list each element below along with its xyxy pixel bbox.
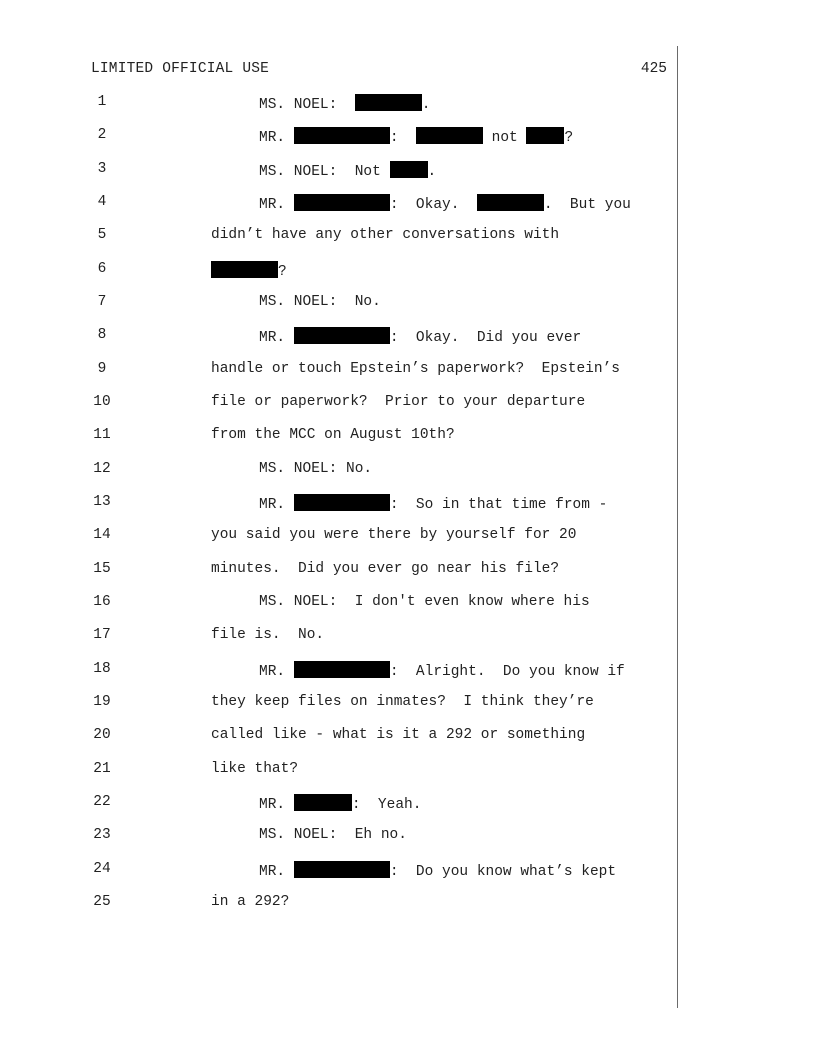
transcript-line: from the MCC on August 10th? [211,427,455,443]
line-number: 22 [93,794,111,810]
line-number: 14 [93,527,111,543]
line-number: 8 [97,327,107,343]
transcript-line: minutes. Did you ever go near his file? [211,561,560,577]
line-number: 21 [93,761,111,777]
transcript-line: handle or touch Epstein’s paperwork? Epstein’s [211,361,620,377]
line-number: 24 [93,861,111,877]
transcript-line: in a 292? [211,894,290,910]
transcript-line: MR. : So in that time from - [259,494,607,513]
transcript-line: MR. : Alright. Do you know if [259,661,625,680]
line-number: 15 [93,561,111,577]
transcript-line: MS. NOEL: No. [259,294,381,310]
page-header-left: LIMITED OFFICIAL USE [91,61,270,77]
line-number: 2 [97,127,107,143]
transcript-line: MR. : Okay. Did you ever [259,327,581,346]
redaction [211,261,278,278]
line-number: 7 [97,294,107,310]
line-number: 19 [93,694,111,710]
transcript-line: MS. NOEL: Not . [259,161,436,180]
line-number: 20 [93,727,111,743]
line-number: 12 [93,461,111,477]
redaction [294,794,352,811]
transcript-line: MR. : not ? [259,127,573,146]
transcript-line: MS. NOEL: Eh no. [259,827,407,843]
redaction [294,494,390,511]
line-number: 11 [93,427,111,443]
line-number: 18 [93,661,111,677]
redaction [526,127,564,144]
transcript-line: MR. : Do you know what’s kept [259,861,616,880]
line-number: 16 [93,594,111,610]
line-number: 23 [93,827,111,843]
line-number: 13 [93,494,111,510]
transcript-line: ? [211,261,287,280]
line-number: 10 [93,394,111,410]
transcript-line: called like - what is it a 292 or something [211,727,586,743]
line-number: 5 [97,227,107,243]
redaction [294,861,390,878]
transcript-line: MS. NOEL: No. [259,461,373,477]
transcript-line: MR. : Okay. . But you [259,194,631,213]
transcript-line: they keep files on inmates? I think they’re [211,694,594,710]
line-number: 3 [97,161,107,177]
line-number: 1 [97,94,107,110]
right-margin-rule [677,46,678,1008]
redaction [355,94,422,111]
transcript-line: you said you were there by yourself for 20 [211,527,577,543]
redaction [294,127,390,144]
redaction [477,194,544,211]
transcript-line: file is. No. [211,627,325,643]
redaction [294,661,390,678]
redaction [390,161,428,178]
line-number: 9 [97,361,107,377]
line-number: 6 [97,261,107,277]
transcript-line: didn’t have any other conversations with [211,227,560,243]
page-number: 425 [640,61,667,77]
transcript-line: like that? [211,761,299,777]
line-number: 4 [97,194,107,210]
line-number: 17 [93,627,111,643]
transcript-line: MS. NOEL: I don't even know where his [259,594,590,610]
transcript-line: file or paperwork? Prior to your departure [211,394,586,410]
redaction [294,327,390,344]
line-number: 25 [93,894,111,910]
transcript-line: MS. NOEL: . [259,94,430,113]
redaction [294,194,390,211]
redaction [416,127,483,144]
transcript-line: MR. : Yeah. [259,794,421,813]
